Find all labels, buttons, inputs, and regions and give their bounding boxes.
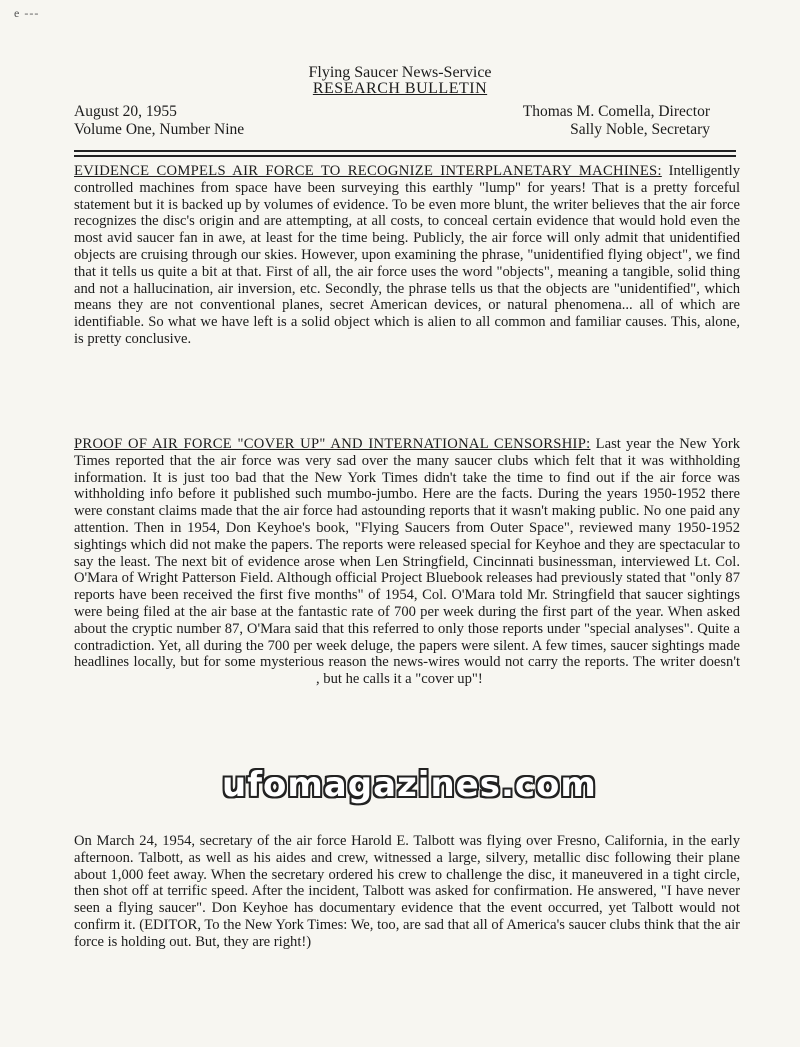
bulletin-title — [0, 80, 800, 98]
header-rule-top — [74, 150, 736, 152]
article-talbott — [74, 833, 740, 951]
director-name: Thomas M. Comella, Director — [522, 103, 710, 120]
bulletin-title-text: RESEARCH BULLETIN — [312, 80, 488, 97]
corner-scan-mark: e --- — [14, 6, 40, 20]
watermark-logo: ufomagazines.com — [222, 765, 597, 805]
staff-info — [523, 103, 710, 139]
header-rule-bottom — [74, 155, 736, 157]
publication-name: Flying Saucer News-Service — [308, 64, 492, 81]
article-evidence-heading: EVIDENCE COMPELS AIR FORCE TO RECOGNIZE INTERPLANETARY MACHINES: — [74, 163, 662, 179]
issue-date: August 20, 1955 — [74, 103, 177, 120]
article-talbott-body: On March 24, 1954, secretary of the air force Harold E. Talbott was flying over Fresno, California, in the early afternoon. Talbott, as well as his aides and crew, witnessed a large, silvery, metallic disc following their plane about 1,000 feet away. When the secretary ordered his crew to challenge the disc, it maneuvered in a tight circle, then shot off at terrific speed. After the incident, Talbott was asked for confirmation. He answered, "I have never seen a flying saucer". Don Keyhoe has documentary evidence that the event occurred, yet Talbott would not confirm it. (EDITOR, To the New York Times: We, too, are sad that all of America's saucer clubs think that the air force is holding out. But, they are right!) — [74, 833, 740, 950]
article-evidence-body: Intelligently controlled machines from space have been surveying this earthly "lump" for years! That is a pretty forceful statement but it is backed up by volumes of evidence. To be even more blunt, the writer believes that the air force recognizes the disc's origin and are attempting, at all costs, to conceal certain evidence that would hold even the most avid saucer fan in awe, at least for the time being. Publicly, the air force will only admit that unidentified objects are cruising through our skies. However, upon examining the phrase, "unidentified flying object", we find that it tells us quite a bit at that. First of all, the air force uses the word "objects", meaning a tangible, solid thing and not a hallucination, air inversion, etc. Secondly, the phrase tells us that the objects are "unidentified", which means they are not conventional planes, secret American devices, or natural phenomena... all of which are identifiable. So what we have left is a solid object which is alien to all common and familiar causes. This, alone, is pretty conclusive. — [74, 163, 740, 347]
secretary-name: Sally Noble, Secretary — [570, 121, 710, 138]
article-cover-up-heading: PROOF OF AIR FORCE "COVER UP" AND INTERNATIONAL CENSORSHIP: — [74, 436, 591, 452]
article-cover-up-ending: , but he calls it a "cover up"! — [316, 671, 483, 688]
article-cover-up-body: Last year the New York Times reported that the air force was very sad over the many saucer clubs which felt that it was withholding information. It is just too bad that the New York Times didn't take the time to find out if the air force was withholding info before it published such mumbo-jumbo. Here are the facts. During the years 1950-1952 there were constant claims made that the air force had astounding reports that it wasn't making public. No one paid any attention. Then in 1954, Don Keyhoe's book, "Flying Saucers from Outer Space", reviewed many 1950-1952 sightings which did not make the papers. The reports were released special for Keyhoe and they are spectacular to say the least. The next bit of evidence arose when Len Stringfield, Cincinnati businessman, interviewed Lt. Col. O'Mara of Wright Patterson Field. Although official Project Bluebook releases had previously stated that "only 87 reports have been received the first five months" of 1954, Col. O'Mara told Mr. Stringfield that saucer sightings were being filed at the air base at the fantastic rate of 700 per week during the first part of the year. When asked about the cryptic number 87, O'Mara said that this referred to only those reports under "special analyses". Quite a contradiction. Yet, all during the 700 per week deluge, the papers were silent. A few times, saucer sightings made headlines locally, but for some mysterious reason the news-wires would not carry the reports. The writer doesn't — [74, 436, 740, 671]
article-cover-up — [74, 436, 740, 688]
article-evidence — [74, 163, 740, 348]
issue-volume: Volume One, Number Nine — [74, 121, 245, 138]
issue-info — [74, 103, 244, 139]
